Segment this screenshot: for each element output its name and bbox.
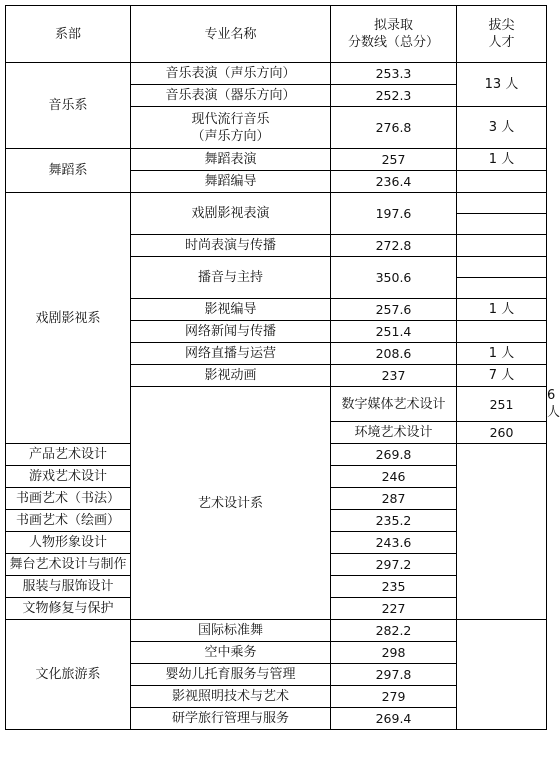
score-cell: 197.6 (331, 193, 457, 235)
major-cell (131, 107, 331, 149)
score-cell: 269.8 (331, 444, 457, 466)
dept-cell-dance: 舞蹈系 (6, 149, 131, 193)
talent-cell: 7 人 (457, 365, 547, 387)
table-row (6, 620, 547, 642)
talent-cell (457, 235, 547, 257)
score-cell: 237 (331, 365, 457, 387)
major-cell: 服装与服饰设计 (6, 576, 131, 598)
admission-score-table (5, 5, 560, 730)
score-cell: 236.4 (331, 171, 457, 193)
score-cell: 260 (457, 422, 547, 444)
major-cell: 舞蹈编导 (131, 171, 331, 193)
major-cell: 研学旅行管理与服务 (131, 708, 331, 730)
major-cell: 时尚表演与传播 (131, 235, 331, 257)
score-cell: 298 (331, 642, 457, 664)
score-cell: 243.6 (331, 532, 457, 554)
major-cell: 影视编导 (131, 299, 331, 321)
score-cell: 276.8 (331, 107, 457, 149)
major-cell: 网络新闻与传播 (131, 321, 331, 343)
score-cell: 235.2 (331, 510, 457, 532)
table-row (6, 193, 547, 214)
talent-cell: 1 人 (457, 149, 547, 171)
major-cell: 人物形象设计 (6, 532, 131, 554)
score-cell: 269.4 (331, 708, 457, 730)
major-cell: 音乐表演（器乐方向） (131, 85, 331, 107)
score-cell: 282.2 (331, 620, 457, 642)
major-line1: 现代流行音乐 (191, 111, 270, 127)
major-cell: 戏剧影视表演 (131, 193, 331, 235)
talent-cell: 13 人 (457, 63, 547, 107)
major-cell: 影视照明技术与艺术 (131, 686, 331, 708)
score-cell: 235 (331, 576, 457, 598)
dept-cell-art: 艺术设计系 (131, 387, 331, 620)
score-cell: 251 (457, 387, 547, 422)
major-cell: 数字媒体艺术设计 (331, 387, 457, 422)
major-cell: 网络直播与运营 (131, 343, 331, 365)
header-talent-line2: 人才 (488, 35, 515, 50)
header-talent-line1: 拔尖 (488, 18, 515, 33)
table-row: 艺术设计系 数字媒体艺术设计 251 6 人 (6, 387, 547, 422)
talent-cell: 1 人 (457, 343, 547, 365)
major-cell: 婴幼儿托育服务与管理 (131, 664, 331, 686)
score-cell: 246 (331, 466, 457, 488)
talent-cell (457, 171, 547, 193)
talent-cell-empty (457, 193, 547, 214)
score-cell: 297.8 (331, 664, 457, 686)
major-cell: 书画艺术（绘画） (6, 510, 131, 532)
major-cell: 舞蹈表演 (131, 149, 331, 171)
dept-cell-culture: 文化旅游系 (6, 620, 131, 730)
header-score (331, 6, 457, 63)
score-cell: 257 (331, 149, 457, 171)
major-cell: 音乐表演（声乐方向） (131, 63, 331, 85)
header-row (6, 6, 547, 63)
major-cell: 产品艺术设计 (6, 444, 131, 466)
major-line2: （声乐方向） (191, 128, 270, 144)
score-cell: 297.2 (331, 554, 457, 576)
major-cell: 书画艺术（书法） (6, 488, 131, 510)
major-cell: 文物修复与保护 (6, 598, 131, 620)
dept-cell-music: 音乐系 (6, 63, 131, 149)
table-row (6, 149, 547, 171)
score-cell: 272.8 (331, 235, 457, 257)
talent-cell-empty (457, 214, 547, 235)
score-cell: 279 (331, 686, 457, 708)
major-cell: 舞台艺术设计与制作 (6, 554, 131, 576)
talent-cell-empty (457, 278, 547, 299)
header-dept: 系部 (6, 6, 131, 63)
talent-cell (457, 321, 547, 343)
score-cell: 287 (331, 488, 457, 510)
score-cell: 253.3 (331, 63, 457, 85)
dept-cell-drama: 戏剧影视系 (6, 193, 131, 444)
major-cell: 播音与主持 (131, 257, 331, 299)
header-major: 专业名称 (131, 6, 331, 63)
score-cell: 208.6 (331, 343, 457, 365)
major-cell: 空中乘务 (131, 642, 331, 664)
talent-cell-empty (457, 257, 547, 278)
header-score-line2: 分数线（总分） (347, 35, 439, 50)
score-cell: 252.3 (331, 85, 457, 107)
score-cell: 350.6 (331, 257, 457, 299)
talent-cell-empty (457, 620, 547, 730)
table-row (6, 63, 547, 85)
major-cell: 国际标准舞 (131, 620, 331, 642)
talent-cell: 3 人 (457, 107, 547, 149)
score-cell: 227 (331, 598, 457, 620)
major-cell: 游戏艺术设计 (6, 466, 131, 488)
header-talent (457, 6, 547, 63)
major-cell: 影视动画 (131, 365, 331, 387)
header-score-line1: 拟录取 (373, 18, 413, 33)
talent-cell: 1 人 (457, 299, 547, 321)
score-cell: 251.4 (331, 321, 457, 343)
major-cell: 环境艺术设计 (331, 422, 457, 444)
score-cell: 257.6 (331, 299, 457, 321)
